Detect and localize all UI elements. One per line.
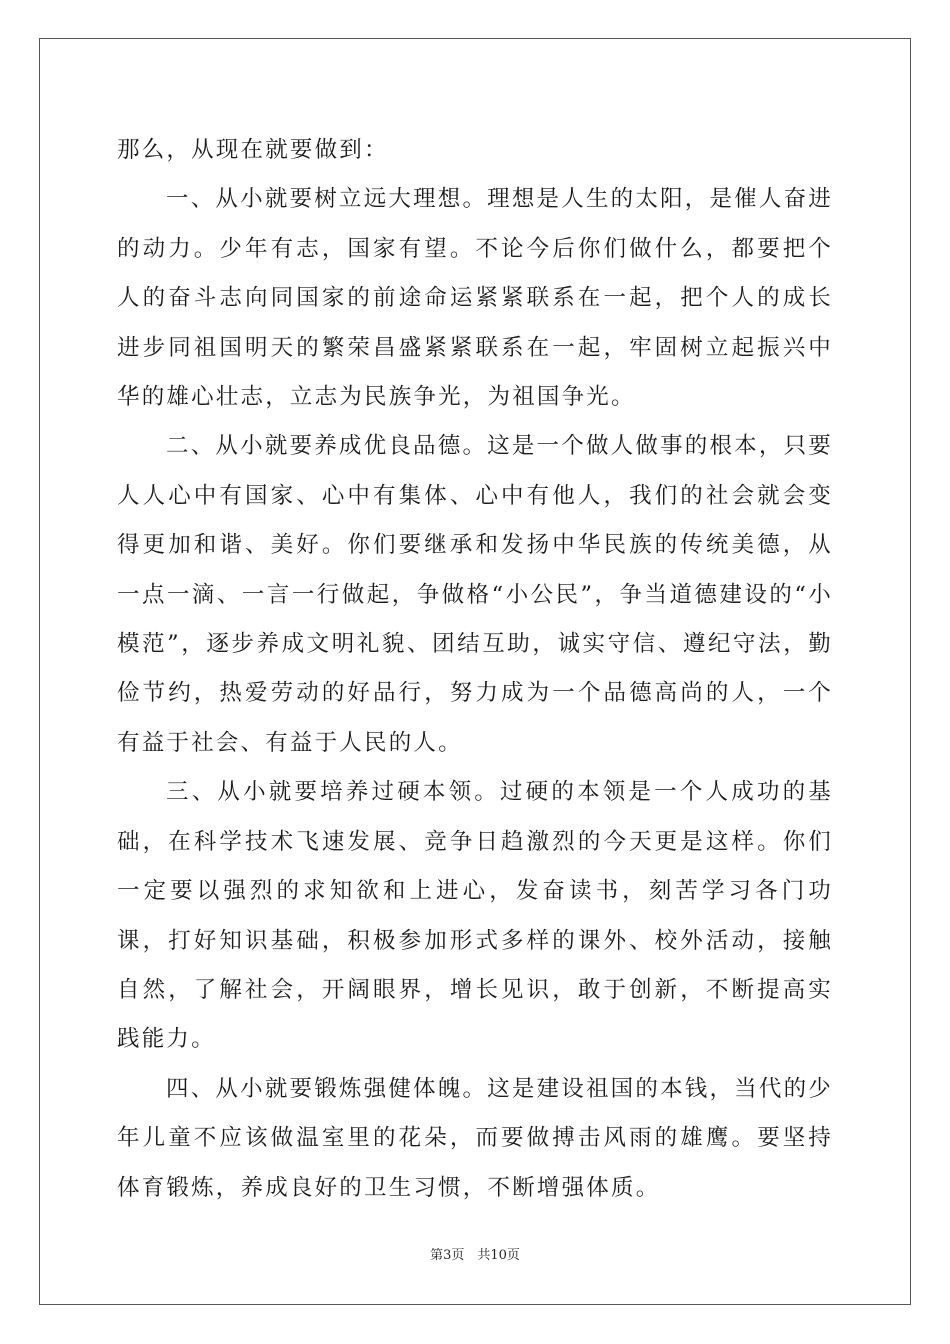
paragraph-skill: 三、从小就要培养过硬本领。过硬的本领是一个人成功的基础，在科学技术飞速发展、竞争日趋激烈的今天更是这样。你们一定要以强烈的求知欲和上进心，发奋读书，刻苦学习各门功课，打好知识基础，积极参加形式多样的课外、校外活动，接触自然，了解社会，开阔眼界，增长见识，敢于创新，不断提高实践能力。: [117, 779, 833, 1053]
paragraph-ideal: 一、从小就要树立远大理想。理想是人生的太阳，是催人奋进的动力。少年有志，国家有望。不论今后你们做什么，都要把个人的奋斗志向同国家的前途命运紧紧联系在一起，把个人的成长进步同祖国明天的繁荣昌盛紧紧联系在一起，牢固树立起振兴中华的雄心壮志，立志为民族争光，为祖国争光。: [117, 186, 833, 411]
page-number-footer: 第3页 共10页: [430, 1248, 520, 1263]
paragraph-virtue: 二、从小就要养成优良品德。这是一个做人做事的根本，只要人人心中有国家、心中有集体、心中有他人，我们的社会就会变得更加和谐、美好。你们要继承和发扬中华民族的传统美德，从一点一滴、一言一行做起，争做格“小公民”，争当道德建设的“小模范”，逐步养成文明礼貌、团结互助，诚实守信、遵纪守法，勤俭节约，热爱劳动的好品行，努力成为一个品德高尚的人，一个有益于社会、有益于人民的人。: [117, 433, 833, 756]
document-body: [117, 126, 833, 1213]
paragraph-health: 四、从小就要锻炼强健体魄。这是建设祖国的本钱，当代的少年儿童不应该做温室里的花朵，而要做搏击风雨的雄鹰。要坚持体育锻炼，养成良好的卫生习惯，不断增强体质。: [117, 1075, 833, 1201]
paragraph-intro: 那么，从现在就要做到：: [117, 137, 389, 163]
